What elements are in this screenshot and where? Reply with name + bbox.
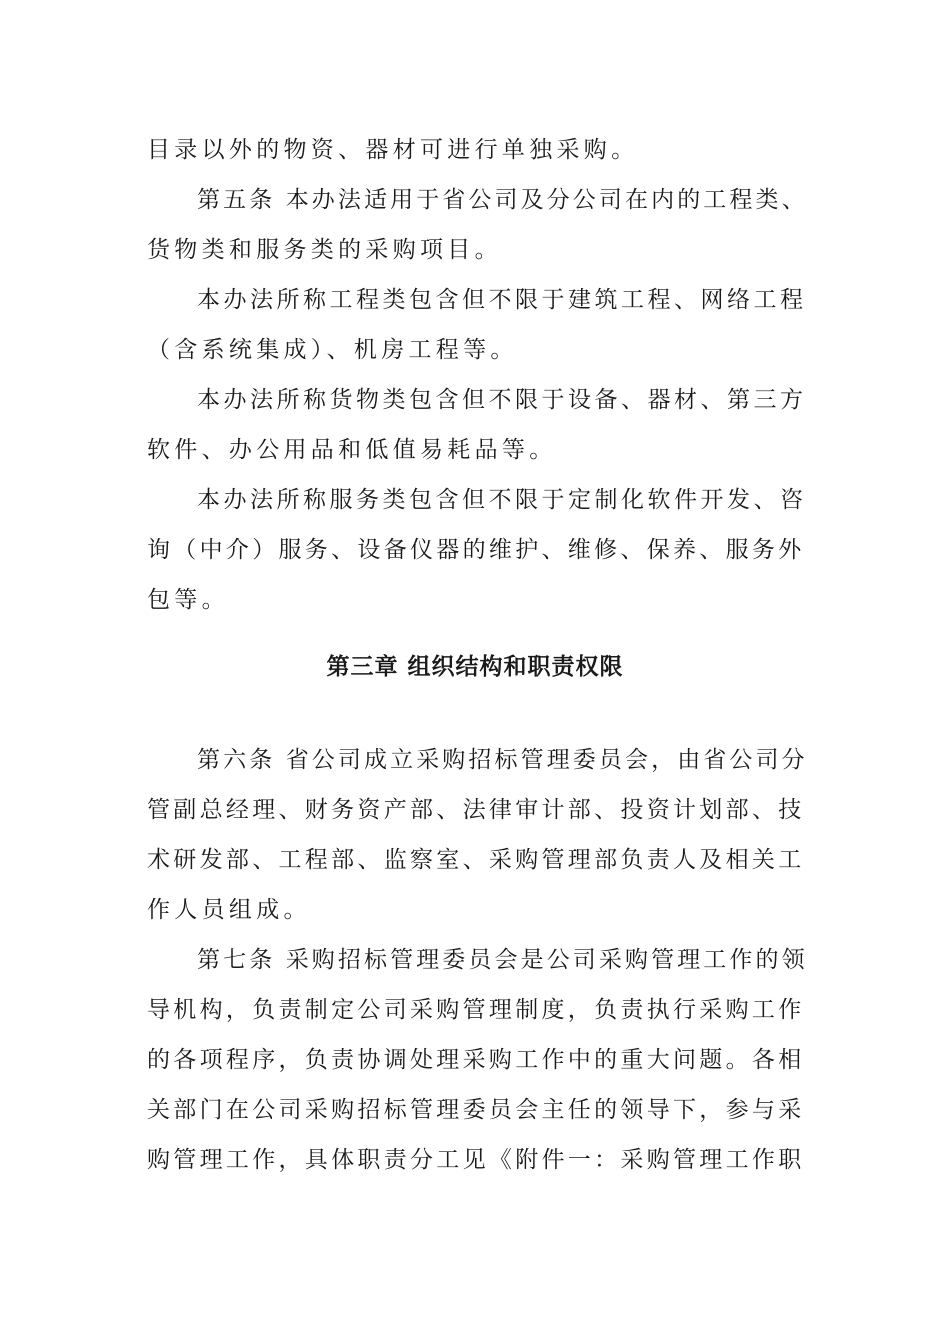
paragraph-line: 关部门在公司采购招标管理委员会主任的领导下，参与采	[147, 1097, 805, 1123]
paragraph-line: 本办法所称工程类包含但不限于建筑工程、网络工程	[197, 287, 807, 313]
paragraph-line: 软件、办公用品和低值易耗品等。	[147, 437, 557, 463]
paragraph-line: 导机构，负责制定公司采购管理制度，负责执行采购工作	[147, 997, 805, 1023]
paragraph-line: 的各项程序，负责协调处理采购工作中的重大问题。各相	[147, 1047, 805, 1073]
article-6-line: 第六条 省公司成立采购招标管理委员会，由省公司分	[197, 747, 808, 773]
paragraph-line: 管副总经理、财务资产部、法律审计部、投资计划部、技	[147, 797, 805, 823]
chapter-heading: 第三章 组织结构和职责权限	[326, 654, 624, 680]
paragraph-line: 包等。	[147, 587, 229, 613]
article-5-line: 第五条 本办法适用于省公司及分公司在内的工程类、	[197, 187, 808, 213]
paragraph-line: 术研发部、工程部、监察室、采购管理部负责人及相关工	[147, 847, 805, 873]
paragraph-line: 目录以外的物资、器材可进行单独采购。	[147, 137, 639, 163]
paragraph-line: 作人员组成。	[147, 897, 311, 923]
paragraph-line: 询（中介）服务、设备仪器的维护、维修、保养、服务外	[147, 537, 805, 563]
article-7-line: 第七条 采购招标管理委员会是公司采购管理工作的领	[197, 947, 808, 973]
paragraph-line: 本办法所称货物类包含但不限于设备、器材、第三方	[197, 387, 807, 413]
paragraph-line: 购管理工作，具体职责分工见《附件一：采购管理工作职	[147, 1147, 805, 1173]
paragraph-line: 本办法所称服务类包含但不限于定制化软件开发、咨	[197, 487, 807, 513]
paragraph-line: （含系统集成）、机房工程等。	[147, 337, 518, 363]
paragraph-line: 货物类和服务类的采购项目。	[147, 237, 502, 263]
